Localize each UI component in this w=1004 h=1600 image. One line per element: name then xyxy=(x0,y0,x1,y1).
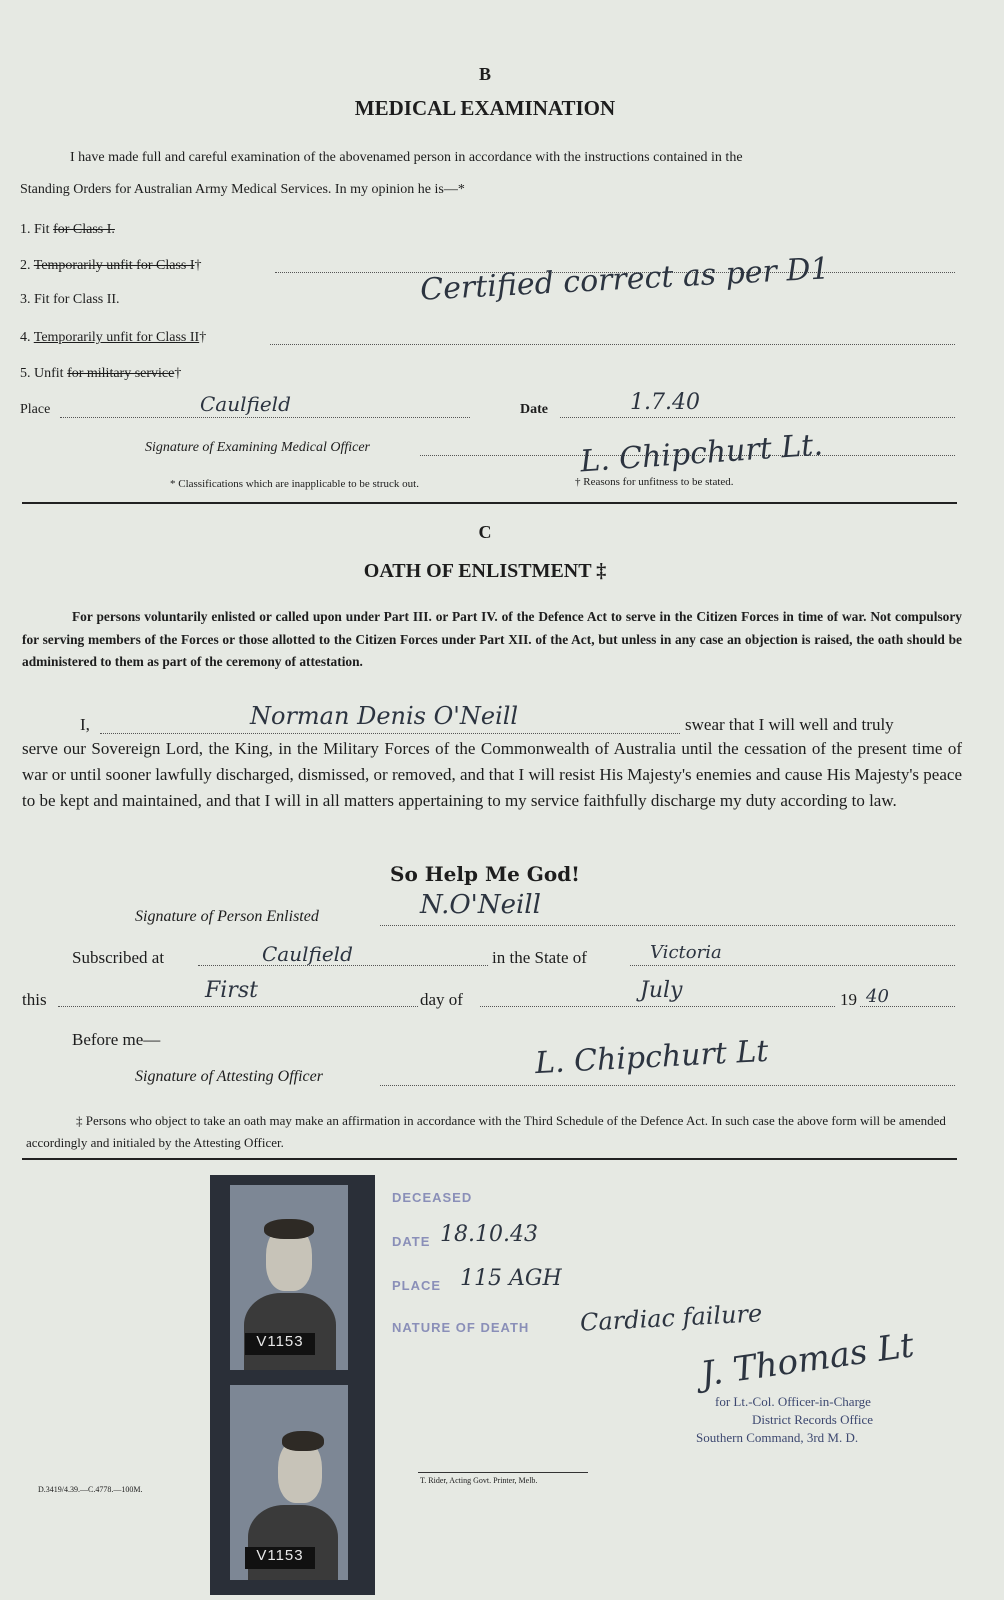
records-officer-line-3: Southern Command, 3rd M. D. xyxy=(696,1430,859,1445)
divider-c-bottom xyxy=(22,1158,957,1160)
affirmation-footnote: ‡ Persons who object to take an oath may make an affirmation in accordance with the Third Schedule of the Defence Act. In such case the above form will be amended accordingly and initialed by the Attesting Officer. xyxy=(26,1113,946,1150)
stamp-place-label: PLACE xyxy=(392,1278,442,1293)
section-b-letter: B xyxy=(478,64,491,84)
sig-person-value: N.O'Neill xyxy=(420,890,541,920)
records-officer-line-1: for Lt.-Col. Officer-in-Charge xyxy=(715,1394,871,1409)
enlistment-photo-strip xyxy=(210,1175,375,1595)
printer-rule xyxy=(418,1472,588,1473)
oath-name-value: Norman Denis O'Neill xyxy=(250,702,519,730)
class-item-2: 2. Temporarily unfit for Class I† xyxy=(20,258,955,274)
year-line xyxy=(860,1006,955,1007)
sig-officer-line xyxy=(380,1085,955,1086)
section-c-title: OATH OF ENLISTMENT ‡ xyxy=(363,560,607,582)
footnote-classifications: * Classifications which are inapplicable to be struck out. xyxy=(170,478,419,490)
examining-officer-signature: L. Chipchurt Lt. xyxy=(579,427,824,480)
stamp-place-value: 115 AGH xyxy=(460,1266,562,1291)
section-b-title: MEDICAL EXAMINATION xyxy=(354,96,616,120)
stamp-nature-label: NATURE OF DEATH xyxy=(392,1320,530,1335)
stamp-date-label: DATE xyxy=(392,1234,431,1249)
before-me: Before me— xyxy=(72,1030,161,1049)
oath-swear: swear that I will well and truly xyxy=(685,715,894,734)
date-label: Date xyxy=(520,402,548,417)
day-value: First xyxy=(205,978,258,1003)
subscribed-value: Caulfield xyxy=(262,942,353,966)
class-item-3: 3. Fit for Class II. xyxy=(20,292,120,307)
month-line xyxy=(480,1006,835,1007)
state-label: in the State of xyxy=(492,948,587,967)
form-code: D.3419/4.39.—C.4778.—100M. xyxy=(38,1485,143,1494)
photo-plate-2: V1153 xyxy=(245,1547,315,1569)
class-item-5: 5. Unfit for military service† xyxy=(20,366,182,381)
printer-credit: T. Rider, Acting Govt. Printer, Melb. xyxy=(420,1476,538,1485)
records-officer-signature: J. Thomas Lt xyxy=(698,1325,917,1395)
state-line xyxy=(630,965,955,966)
date-value: 1.7.40 xyxy=(630,390,700,415)
month-value: July xyxy=(640,978,683,1003)
place-value: Caulfield xyxy=(200,392,291,416)
sig-person-line xyxy=(380,925,955,926)
place-line xyxy=(60,417,470,418)
so-help-me-god: So Help Me God! xyxy=(390,862,580,886)
oath-i: I, xyxy=(80,715,90,734)
subscribed-label: Subscribed at xyxy=(72,948,165,967)
stamp-date-value: 18.10.43 xyxy=(440,1222,538,1247)
oath-instructions: For persons voluntarily enlisted or called upon under Part III. or Part IV. of the Defence Act to serve in the Citizen Forces in time of war. Not compulsory for serving members of the Forces or those allotted to the Citizen Forces under Part XII. of the Act, but unless in any case an objection is raised, the oath should be administered to them as part of the ceremony of attestation. xyxy=(22,609,962,669)
records-officer-line-2: District Records Office xyxy=(752,1412,874,1427)
place-label: Place xyxy=(20,402,51,417)
medical-intro-line-1: I have made full and careful examination of the abovenamed person in accordance with the instructions contained in the xyxy=(70,150,743,165)
sig-officer-value: L. Chipchurt Lt xyxy=(534,1033,770,1082)
sig-person-label: Signature of Person Enlisted xyxy=(135,908,319,925)
medical-intro-line-2: Standing Orders for Australian Army Medical Services. In my opinion he is—* xyxy=(20,182,465,197)
class-item-1: 1. Fit for Class I. xyxy=(20,222,115,237)
examining-officer-label: Signature of Examining Medical Officer xyxy=(145,440,370,455)
photo-plate-1: V1153 xyxy=(245,1333,315,1355)
class-item-4: 4. Temporarily unfit for Class II† xyxy=(20,330,955,346)
oath-name-line xyxy=(100,733,680,734)
state-value: Victoria xyxy=(650,942,722,963)
year-prefix: 19 xyxy=(840,990,857,1009)
day-of-label: day of xyxy=(420,990,463,1009)
year-value: 40 xyxy=(866,986,889,1007)
date-line xyxy=(560,417,955,418)
footnote-reasons: † Reasons for unfitness to be stated. xyxy=(575,476,734,488)
oath-body: serve our Sovereign Lord, the King, in the Military Forces of the Commonwealth of Australia until the cessation of the present time of war or until sooner lawfully discharged, dismissed, or removed, and that I will resist His Majesty's enemies and cause His Majesty's peace to be kept and maintained, and that I will in all matters appertaining to my service faithfully discharge my duty according to law. xyxy=(22,739,962,810)
stamp-nature-value: Cardiac failure xyxy=(579,1299,763,1337)
day-line xyxy=(58,1006,418,1007)
this-label: this xyxy=(22,990,47,1009)
certified-correct-note: Certified correct as per D1 xyxy=(419,251,831,308)
section-c-letter: C xyxy=(478,522,492,542)
stamp-deceased: DECEASED xyxy=(392,1190,473,1205)
sig-officer-label: Signature of Attesting Officer xyxy=(135,1068,323,1085)
divider-b-c xyxy=(22,502,957,504)
